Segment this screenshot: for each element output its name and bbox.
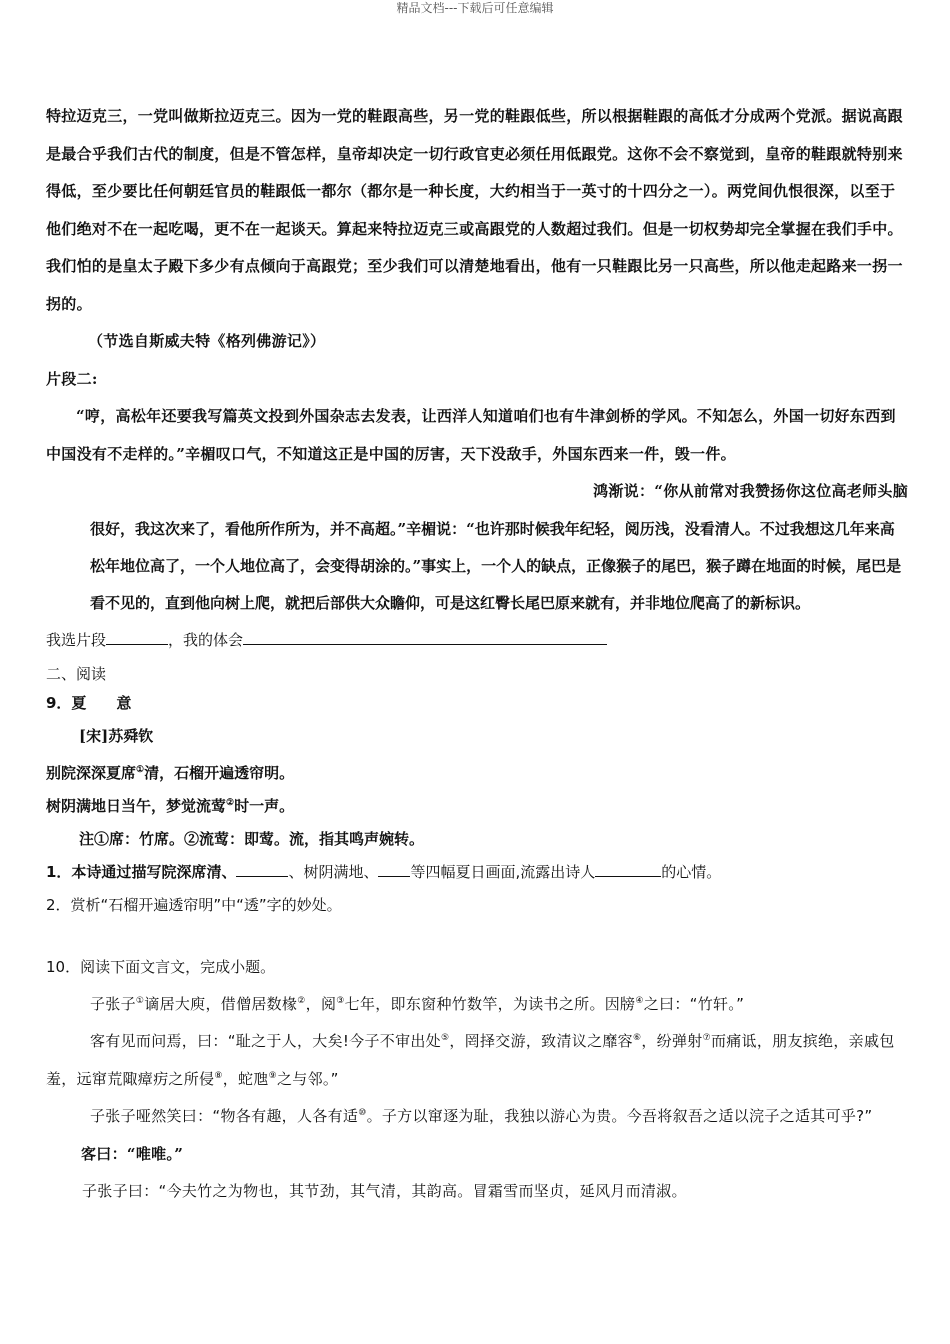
- wenyan-paragraph-2: [46, 1023, 908, 1098]
- note-mark-1: ①: [136, 764, 145, 775]
- p2-e: ，蛇虺: [222, 1069, 269, 1088]
- q9-1-blank-2[interactable]: [378, 861, 410, 877]
- reflection-blank[interactable]: [243, 629, 607, 645]
- q9-1-b: 、树阴满地、: [288, 862, 379, 881]
- p3-b: 。子方以窜逐为耻，我独以游心为贵。今吾将叙吾之适以浣子之适其可乎?”: [366, 1107, 873, 1125]
- p1-c: ，阅: [305, 994, 337, 1013]
- poem-line-2: [46, 790, 908, 823]
- page-header: 精品文档---下载后可任意编辑: [396, 1, 554, 15]
- q9-1-a: 1．本诗通过描写院深席清、: [46, 862, 237, 881]
- wenyan-paragraph-4: 客曰：“唯唯。”: [81, 1144, 184, 1163]
- mark-8: ⑧: [214, 1070, 223, 1081]
- poem-line-2-a: 树阴满地日当午，梦觉流莺: [46, 796, 227, 815]
- poem-line-1-a: 别院深深夏席: [46, 763, 137, 782]
- p1-b: 谪居大庾，借僧居数椽: [144, 994, 298, 1013]
- poem-author: [宋]苏舜钦: [79, 726, 154, 745]
- choice-prefix: 我选片段: [46, 630, 107, 649]
- poem-line-1: [46, 757, 908, 790]
- mark-7: ⑦: [702, 1033, 711, 1043]
- question-9-2: 2．赏析“石榴开遍透帘明”中“透”字的妙处。: [46, 895, 342, 914]
- note-mark-2: ②: [226, 797, 235, 808]
- p3-a: 子张子哑然笑曰：“物各有趣，人各有适: [90, 1107, 359, 1125]
- excerpt-two-label: 片段二:: [46, 369, 98, 388]
- poem-line-2-b: 时一声。: [234, 796, 295, 815]
- p2-d: 而痛诋，朋友摈绝，亲戚包羞，远窜荒陬瘴疠之所侵: [46, 1032, 895, 1088]
- poem-notes: 注①席：竹席。②流莺：即莺。流，指其鸣声婉转。: [79, 829, 425, 848]
- choice-line: [46, 622, 908, 658]
- excerpt-two-paragraph: “哼，高松年还要我写篇英文投到外国杂志去发表，让西洋人知道咱们也有牛津剑桥的学风。不知怎么，外国一切好东西到中国没有不走样的。”辛楣叹口气，不知道这正是中国的厉害，天下没敌手，外国东西来一件，毁一件。: [46, 407, 896, 463]
- spacer: [46, 922, 908, 948]
- p1-d: 七年，即东窗种竹数竿，为读书之所。因牓: [344, 994, 636, 1013]
- wenyan-paragraph-3: [46, 1098, 908, 1136]
- q9-1-c: 等四幅夏日画面,流露出诗人: [410, 862, 596, 881]
- q9-1-blank-3[interactable]: [595, 861, 661, 877]
- p2-a: 客有见而问焉，曰：“耻之于人，大矣!今子不审出处: [90, 1032, 441, 1050]
- mark-9: ⑨: [268, 1070, 277, 1081]
- wenyan-paragraph-5: 子张子曰：“今夫竹之为物也，其节劲，其气清，其韵高。冒霜雪而坚贞，延风月而清淑。: [82, 1182, 687, 1200]
- excerpt-two-continued: 很好，我这次来了，看他所作所为，并不高超。”辛楣说：“也许那时候我年纪轻，阅历浅，没看清人。不过我想这几年来高松年地位高了，一个人地位高了，会变得胡涂的。”事实上，一个人的缺点，正像猴子的尾巴，猴子蹲在地面的时候，尾巴是看不见的，直到他向树上爬，就把后部供大众瞻仰，可是这红臀长尾巴原来就有，并非地位爬高了的新标识。: [90, 519, 902, 612]
- excerpt-one-source: （节选自斯威夫特《格列佛游记》）: [88, 332, 326, 350]
- excerpt-one-paragraph: 特拉迈克三，一党叫做斯拉迈克三。因为一党的鞋跟高些，另一党的鞋跟低些，所以根据鞋跟的高低才分成两个党派。据说高跟是最合乎我们古代的制度，但是不管怎样，皇帝却决定一切行政官吏必须任用低跟党。这你不会不察觉到，皇帝的鞋跟就特别来得低，至少要比任何朝廷官员的鞋跟低一都尔（都尔是一种长度，大约相当于一英寸的十四分之一）。两党间仇恨很深，以至于他们绝对不在一起吃喝，更不在一起谈天。算起来特拉迈克三或高跟党的人数超过我们。但是一切权势却完全掌握在我们手中。我们怕的是皇太子殿下多少有点倾向于高跟党；至少我们可以清楚地看出，他有一只鞋跟比另一只高些，所以他走起路来一拐一拐的。: [46, 107, 903, 313]
- question-9-1: [46, 856, 908, 889]
- p1-e: 之曰：“竹轩。”: [643, 994, 745, 1013]
- q9-1-blank-1[interactable]: [236, 861, 288, 877]
- p2-c: ，纷弹射: [641, 1032, 703, 1050]
- mark-4: ④: [635, 995, 644, 1006]
- mark-5: ⑤: [441, 1033, 450, 1043]
- p2-b: ，罔择交游，致清议之靡容: [449, 1032, 633, 1050]
- mark-1: ①: [135, 995, 145, 1006]
- excerpt-two-lead: 鸿渐说：“你从前常对我赞扬你这位高老师头脑: [593, 482, 908, 500]
- question-10-title: 10．阅读下面文言文，完成小题。: [46, 957, 276, 976]
- choice-middle: ，我的体会: [168, 630, 244, 649]
- wenyan-paragraph-1: [46, 986, 908, 1024]
- mark-6: ⑥: [632, 1033, 642, 1043]
- mark-2: ②: [297, 995, 306, 1006]
- excerpt-choice-blank[interactable]: [106, 629, 168, 645]
- p1-a: 子张子: [90, 994, 136, 1013]
- poem-title: 9．夏 意: [46, 693, 132, 712]
- q9-1-d: 的心情。: [661, 862, 722, 881]
- mark-3: ③: [336, 995, 345, 1006]
- poem-line-1-b: 清，石榴开遍透帘明。: [144, 763, 295, 782]
- mark-10: ⑩: [358, 1108, 367, 1118]
- document-body: [46, 98, 908, 1211]
- section-title: 二、阅读: [46, 664, 107, 683]
- p2-f: 之与邻。”: [276, 1069, 339, 1088]
